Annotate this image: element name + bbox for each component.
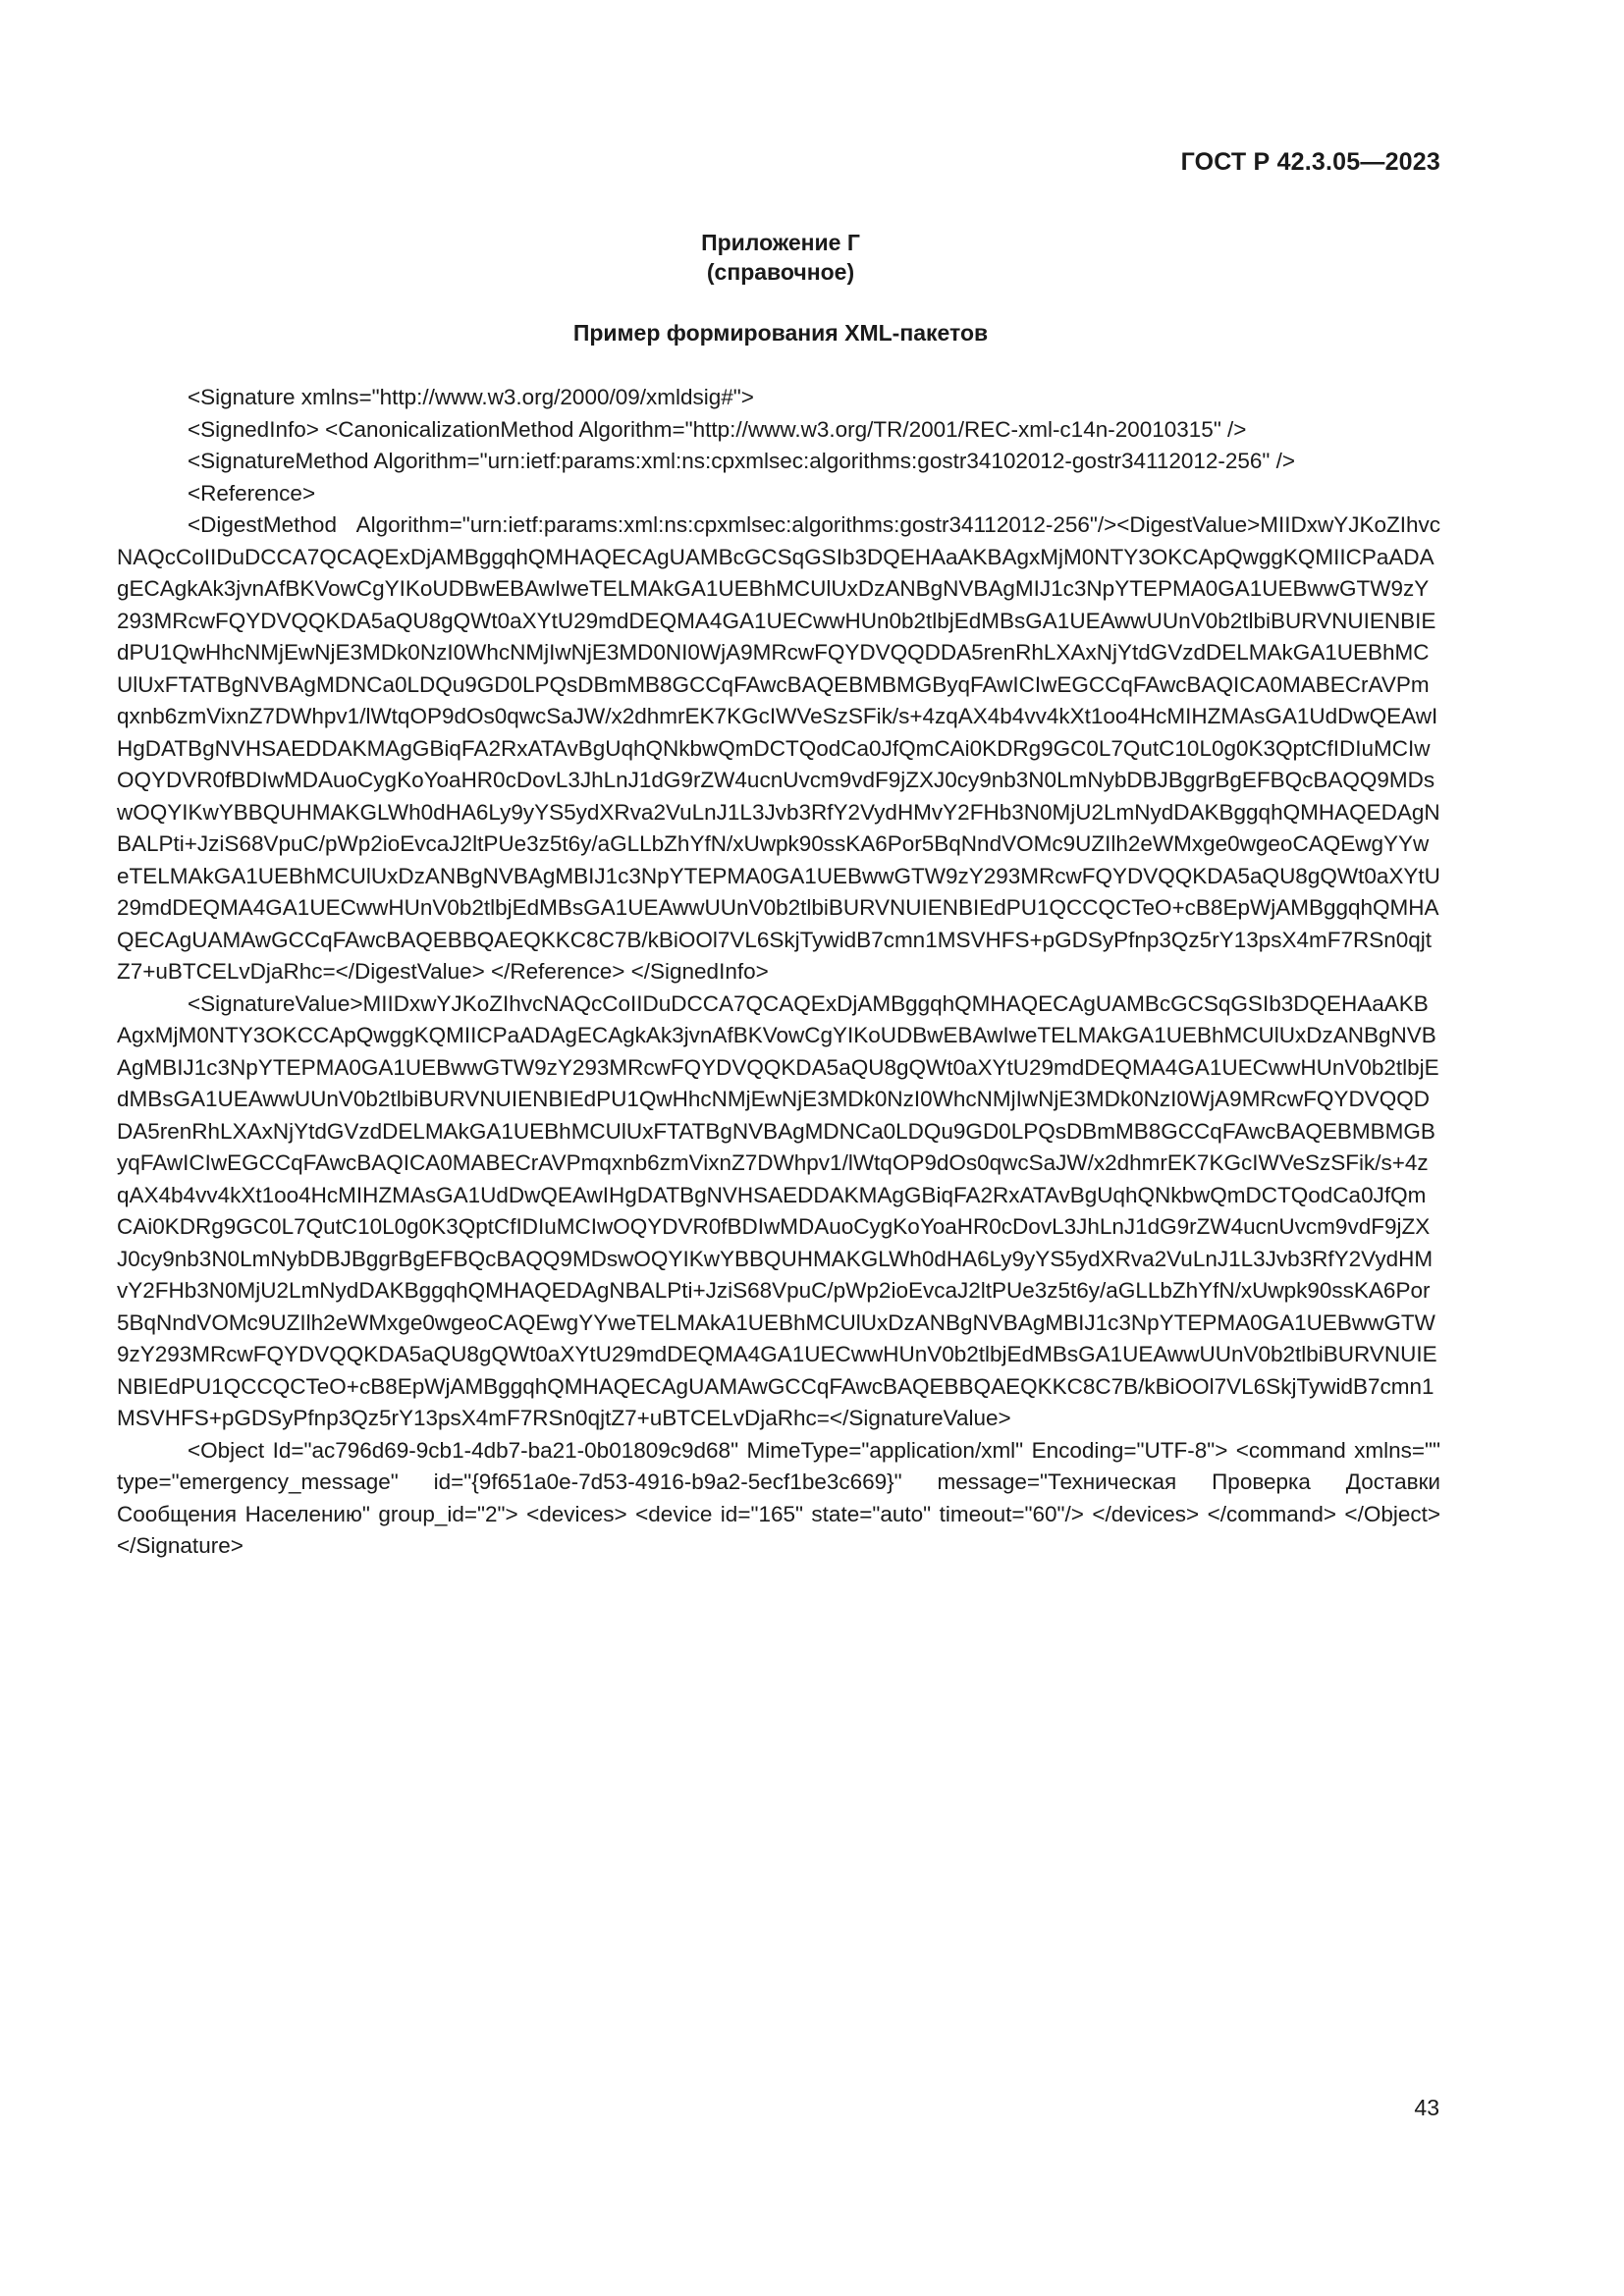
section-title: Пример формирования XML-пакетов bbox=[572, 320, 989, 346]
paragraph-signature-open: <Signature xmlns="http://www.w3.org/2000/09/xmldsig#"> bbox=[188, 385, 754, 409]
appendix-heading bbox=[0, 228, 1561, 287]
xml-example-body bbox=[117, 382, 1440, 1563]
appendix-title: Приложение Г bbox=[701, 230, 860, 255]
paragraph-signature-method: <SignatureMethod Algorithm="urn:ietf:params:xml:ns:cpxmlsec:algorithms:gostr34102012-gostr34112012-256" /> bbox=[188, 449, 1296, 473]
document-code-header: ГОСТ Р 42.3.05—2023 bbox=[1180, 148, 1440, 176]
appendix-subtitle: (справочное) bbox=[706, 259, 855, 285]
paragraph-reference: <Reference> bbox=[188, 480, 316, 506]
paragraph-object: <Object Id="ac796d69-9cb1-4db7-ba21-0b01809c9d68" MimeType="application/xml" Encoding="UTF-8"> <command xmlns="" type="emergency_message" id="{9f651a0e-7d53-4916-b9a2-5ecf1be3c669}" message="Техническая Проверка Доставки Сообщения Населению" group_id="2"> <devices> <device id="165" state="auto" timeout="60"/> </devices> </command> </Object> </Signature> bbox=[117, 1437, 1440, 1558]
page-number: 43 bbox=[1414, 2095, 1439, 2120]
paragraph-signature-value: <SignatureValue>MIIDxwYJKoZIhvcNAQcCoIIDuDCCA7QCAQExDjAMBggqhQMHAQECAgUAMBcGCSqGSIb3DQEHAaAKBAgxMjM0NTY3OKCCApQwggKQMIICPaADAgECAgkAk3jvnAfBKVowCgYIKoUDBwEBAwIweTELMAkGA1UEBhMCUlUxDzANBgNVBAgMBIJ1c3NpYTEPMA0GA1UEBwwGTW9zY293MRcwFQYDVQQKDA5aQU8gQWt0aXYtU29mdDEQMA4GA1UECwwHUnV0b2tlbjEdMBsGA1UEAwwUUnV0b2tlbiBURVNUIENBIEdPU1QwHhcNMjEwNjE3MDk0NzI0WhcNMjIwNjE3MDk0NzI0WjA9MRcwFQYDVQQDDA5renRhLXAxNjYtdGVzdDELMAkGA1UEBhMCUlUxFTATBgNVBAgMDNCa0LDQu9GD0LPQsDBmMB8GCCqFAwcBAQEBMBMGByqFAwICIwEGCCqFAwcBAQICA0MABECrAVPmqxnb6zmVixnZ7DWhpv1/lWtqOP9dOs0qwcSaJW/x2dhmrEK7KGcIWVeSzSFik/s+4zqAX4b4vv4kXt1oo4HcMIHZMAsGA1UdDwQEAwIHgDATBgNVHSAEDDAKMAgGBiqFA2RxATAvBgUqhQNkbwQmDCTQodCa0JfQmCAi0KDRg9GC0L7QutC10L0g0K3QptCfIDIuMCIwOQYDVR0fBDIwMDAuoCygKoYoaHR0cDovL3JhLnJ1dG9rZW4ucnUvcm9vdF9jZXJ0cy9nb3N0LmNybDBJBggrBgEFBQcBAQQ9MDswOQYIKwYBBQUHMAKGLWh0dHA6Ly9yYS5ydXRva2VuLnJ1L3Jvb3RfY2VydHMvY2FHb3N0MjU2LmNydDAKBggqhQMHAQEDAgNBALPti+JziS68VpuC/pWp2ioEvcaJ2ltPUe3z5t6y/aGLLbZhYfN/xUwpk90ssKA6Por5BqNndVOMc9UZIlh2eWMxge0wgeoCAQEwgYYweTELMAkA1UEBhMCUlUxDzANBgNVBAgMBIJ1c3NpYTEPMA0GA1UEBwwGTW9zY293MRcwFQYDVQQKDA5aQU8gQWt0aXYtU29mdDEQMA4GA1UECwwHUnV0b2tlbjEdMBsGA1UEAwwUUnV0b2tlbiBURVNUIENBIEdPU1QCCQCTeO+cB8EpWjAMBggqhQMHAQECAgUAMAwGCCqFAwcBAQEBBQAEQKKC8C7B/kBiOOl7VL6SkjTywidB7cmn1MSVHFS+pGDSyPfnp3Qz5rY13psX4mF7RSn0qjtZ7+uBTCELvDjaRhc=</SignatureValue> bbox=[117, 990, 1439, 1430]
paragraph-digest-value: <DigestMethod Algorithm="urn:ietf:params:xml:ns:cpxmlsec:algorithms:gostr34112012-256"/><DigestValue>MIIDxwYJKoZIhvcNAQcCoIIDuDCCA7QCAQExDjAMBggqhQMHAQECAgUAMBcGCSqGSIb3DQEHAaAKBAgxMjM0NTY3OKCApQwggKQMIICPaADAgECAgkAk3jvnAfBKVowCgYIKoUDBwEBAwIweTELMAkGA1UEBhMCUlUxDzANBgNVBAgMIJ1c3NpYTEPMA0GA1UEBwwGTW9zY293MRcwFQYDVQQKDA5aQU8gQWt0aXYtU29mdDEQMA4GA1UECwwHUn0b2tlbjEdMBsGA1UEAwwUUnV0b2tlbiBURVNUIENBIEdPU1QwHhcNMjEwNjE3MDk0NzI0WhcNMjIwNjE3MD0NI0WjA9MRcwFQYDVQQDDA5renRhLXAxNjYtdGVzdDELMAkGA1UEBhMCUlUxFTATBgNVBAgMDNCa0LDQu9GD0LPQsDBmMB8GCCqFAwcBAQEBMBMGByqFAwICIwEGCCqFAwcBAQICA0MABECrAVPmqxnb6zmVixnZ7DWhpv1/lWtqOP9dOs0qwcSaJW/x2dhmrEK7KGcIWVeSzSFik/s+4zqAX4b4vv4kXt1oo4HcMIHZMAsGA1UdDwQEAwIHgDATBgNVHSAEDDAKMAgGBiqFA2RxATAvBgUqhQNkbwQmDCTQodCa0JfQmCAi0KDRg9GC0L7QutC10L0g0K3QptCfIDIuMCIwOQYDVR0fBDIwMDAuoCygKoYoaHR0cDovL3JhLnJ1dG9rZW4ucnUvcm9vdF9jZXJ0cy9nb3N0LmNybDBJBggrBgEFBQcBAQQ9MDswOQYIKwYBBQUHMAKGLWh0dHA6Ly9yYS5ydXRva2VuLnJ1L3Jvb3RfY2VydHMvY2FHb3N0MjU2LmNydDAKBggqhQMHAQEDAgNBALPti+JziS68VpuC/pWp2ioEvcaJ2ltPUe3z5t6y/aGLLbZhYfN/xUwpk90ssKA6Por5BqNndVOMc9UZIlh2eWMxge0wgeoCAQEwgYYweTELMAkGA1UEBhMCUlUxDzANBgNVBAgMBIJ1c3NpYTEPMA0GA1UEBwwGTW9zY293MRcwFQYDVQQKDA5aQU8gQWt0aXYtU29mdDEQMA4GA1UECwwHUnV0b2tlbjEdMBsGA1UEAwwUUnV0b2tlbiBURVNUIENBIEdPU1QCCQCTeO+cB8EpWjAMBggqhQMHAQECAgUAMAwGCCqFAwcBAQEBBQAEQKKC8C7B/kBiOOl7VL6SkjTywidB7cmn1MSVHFS+pGDSyPfnp3Qz5rY13psX4mF7RSn0qjtZ7+uBTCELvDjaRhc=</DigestValue> </Reference> </SignedInfo> bbox=[117, 512, 1440, 984]
paragraph-signed-info: <SignedInfo> <CanonicalizationMethod Algorithm="http://www.w3.org/TR/2001/REC-xml-c14n-20010315" /> bbox=[188, 416, 1247, 442]
